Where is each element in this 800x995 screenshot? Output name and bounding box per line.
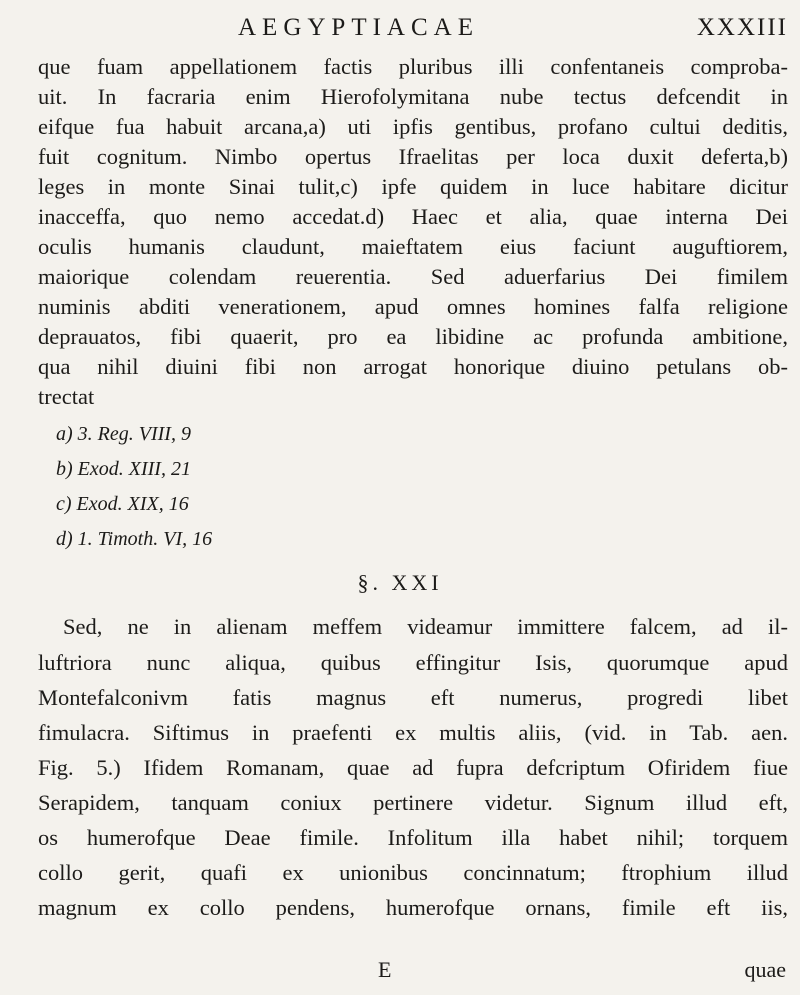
text-line: magnum ex collo pendens, humerofque ornans, fimile eft iis, [38, 895, 788, 920]
text-line: trectat [38, 384, 95, 409]
text-line: deprauatos, fibi quaerit, pro ea libidine ac profunda ambitione, [38, 324, 788, 349]
text-line: oculis humanis claudunt, maieftatem eius faciunt auguftiorem, [38, 234, 788, 259]
text-line: os humerofque Deae fimile. Infolitum illa habet nihil; torquem [38, 825, 788, 850]
text-line: uit. In facraria enim Hierofolymitana nube tectus defcendit in [38, 84, 788, 109]
text-line: leges in monte Sinai tulit,c) ipfe quidem in luce habitare dicitur [38, 174, 788, 199]
footnote-b: b) Exod. XIII, 21 [56, 458, 191, 480]
text-line: fimulacra. Siftimus in praefenti ex multis aliis, (vid. in Tab. aen. [38, 720, 788, 745]
footnote-a: a) 3. Reg. VIII, 9 [56, 423, 191, 445]
text-line: que fuam appellationem factis pluribus illi confentaneis comproba- [38, 54, 788, 79]
text-line: eifque fua habuit arcana,a) uti ipfis gentibus, profano cultui deditis, [38, 114, 788, 139]
text-line: maiorique colendam reuerentia. Sed aduerfarius Dei fimilem [38, 264, 788, 289]
text-line: collo gerit, quafi ex unionibus concinnatum; ftrophium illud [38, 860, 788, 885]
text-line: luftriora nunc aliqua, quibus effingitur Isis, quorumque apud [38, 650, 788, 675]
text-line: Fig. 5.) Ifidem Romanam, quae ad fupra defcriptum Ofiridem fiue [38, 755, 788, 780]
text-line: inacceffa, quo nemo accedat.d) Haec et alia, quae interna Dei [38, 204, 788, 229]
running-header [0, 14, 800, 48]
text-line: Sed, ne in alienam meffem videamur immittere falcem, ad il- [63, 614, 788, 639]
text-line: numinis abditi venerationem, apud omnes homines falfa religione [38, 294, 788, 319]
text-line: Montefalconivm fatis magnus eft numerus, progredi libet [38, 685, 788, 710]
catchword: quae [744, 957, 786, 982]
page-number: XXXIII [696, 14, 788, 41]
footnote-d: d) 1. Timoth. VI, 16 [56, 528, 213, 550]
text-line: qua nihil diuini fibi non arrogat honorique diuino petulans ob- [38, 354, 788, 379]
text-line: Serapidem, tanquam coniux pertinere videtur. Signum illud eft, [38, 790, 788, 815]
signature-mark: E [378, 957, 392, 982]
text-line: fuit cognitum. Nimbo opertus Ifraelitas per loca duxit deferta,b) [38, 144, 788, 169]
section-heading: §. XXI [357, 570, 443, 595]
footnote-c: c) Exod. XIX, 16 [56, 493, 189, 515]
running-title: AEGYPTIACAE [238, 14, 479, 41]
